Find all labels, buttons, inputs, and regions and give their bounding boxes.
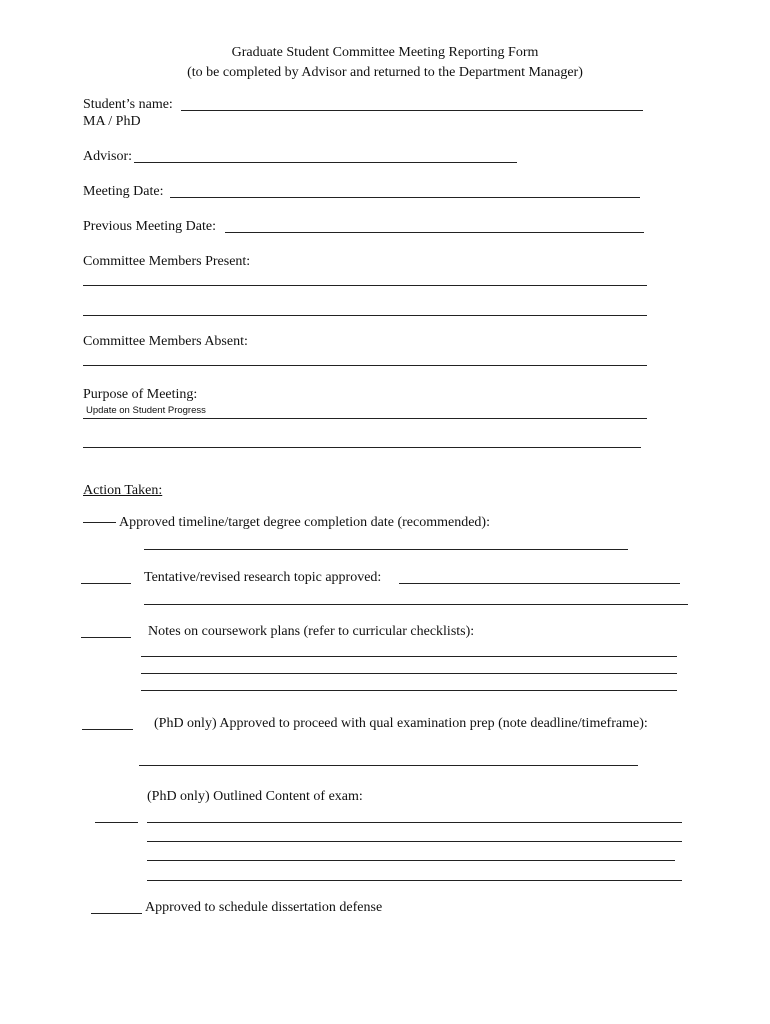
coursework-line-3[interactable] <box>141 690 677 691</box>
members-absent-label: Committee Members Absent: <box>83 334 248 349</box>
meeting-date-line[interactable] <box>170 197 640 198</box>
members-present-label: Committee Members Present: <box>83 254 251 269</box>
topic-answer-line-1[interactable] <box>399 583 680 584</box>
coursework-line-1[interactable] <box>141 656 677 657</box>
exam-content-line-1[interactable] <box>147 822 682 823</box>
form-title: Graduate Student Committee Meeting Reporting Form <box>231 45 539 60</box>
topic-answer-line-2[interactable] <box>144 604 688 605</box>
purpose-line-2[interactable] <box>83 447 641 448</box>
student-name-line[interactable] <box>181 110 643 111</box>
members-present-line-2[interactable] <box>83 315 647 316</box>
qual-prep-check-line[interactable] <box>82 729 133 730</box>
degree-label: MA / PhD <box>83 114 141 129</box>
purpose-label: Purpose of Meeting: <box>83 387 198 402</box>
exam-content-label: (PhD only) Outlined Content of exam: <box>147 789 363 804</box>
purpose-value[interactable]: Update on Student Progress <box>86 405 206 416</box>
coursework-label: Notes on coursework plans (refer to curricular checklists): <box>148 624 475 639</box>
qual-prep-answer-line[interactable] <box>139 765 638 766</box>
form-subtitle: (to be completed by Advisor and returned to the Department Manager) <box>187 65 583 80</box>
exam-content-line-3[interactable] <box>147 860 675 861</box>
topic-check-line[interactable] <box>81 583 131 584</box>
timeline-answer-line[interactable] <box>144 549 628 550</box>
meeting-date-label: Meeting Date: <box>83 184 164 199</box>
purpose-line-1[interactable] <box>83 418 647 419</box>
previous-meeting-date-label: Previous Meeting Date: <box>83 219 216 234</box>
defense-label: Approved to schedule dissertation defense <box>145 900 383 915</box>
exam-content-line-4[interactable] <box>147 880 682 881</box>
defense-check-line[interactable] <box>91 913 142 914</box>
coursework-check-line[interactable] <box>81 637 131 638</box>
topic-label: Tentative/revised research topic approved: <box>144 570 382 585</box>
coursework-line-2[interactable] <box>141 673 677 674</box>
previous-meeting-date-line[interactable] <box>225 232 644 233</box>
timeline-label: Approved timeline/target degree completion date (recommended): <box>119 515 490 530</box>
qual-prep-label: (PhD only) Approved to proceed with qual examination prep (note deadline/timeframe): <box>154 716 648 731</box>
members-absent-line[interactable] <box>83 365 647 366</box>
action-taken-heading: Action Taken: <box>83 483 163 498</box>
advisor-label: Advisor: <box>83 149 132 164</box>
exam-content-check-line[interactable] <box>95 822 138 823</box>
members-present-line-1[interactable] <box>83 285 647 286</box>
student-name-label: Student’s name: <box>83 97 173 112</box>
advisor-line[interactable] <box>134 162 517 163</box>
timeline-check-line[interactable] <box>83 522 116 523</box>
exam-content-line-2[interactable] <box>147 841 682 842</box>
